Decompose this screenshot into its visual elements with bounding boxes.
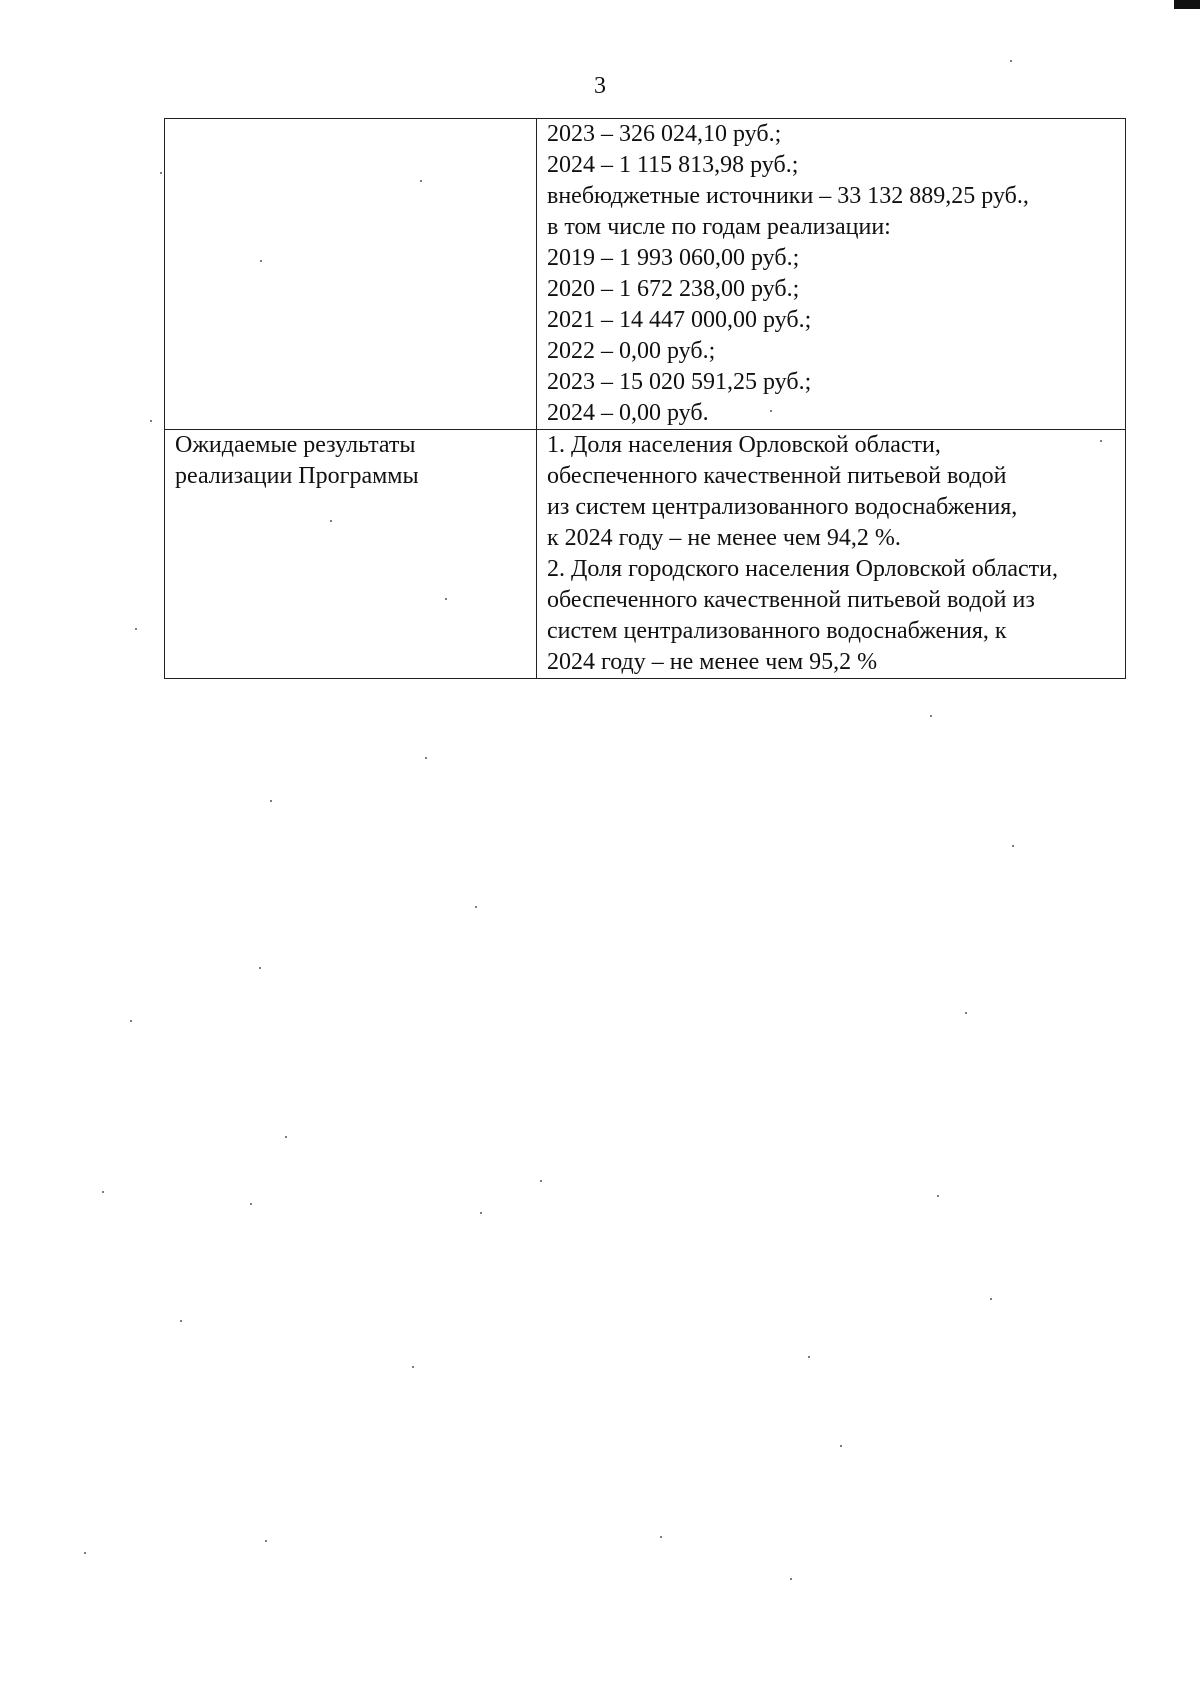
scan-speck <box>260 260 262 262</box>
funding-line: 2023 – 326 024,10 руб.; <box>547 121 782 147</box>
table-cell-funding-values <box>537 119 1126 430</box>
scan-speck <box>990 1298 992 1300</box>
scan-speck <box>475 906 477 908</box>
scan-speck <box>265 1540 267 1542</box>
scan-speck <box>330 520 332 522</box>
funding-line: 2020 – 1 672 238,00 руб.; <box>547 276 800 302</box>
results-line: обеспеченного качественной питьевой водой из <box>547 587 1035 613</box>
funding-line: 2024 – 1 115 813,98 руб.; <box>547 152 799 178</box>
funding-line: в том числе по годам реализации: <box>547 214 891 240</box>
scan-speck <box>937 1195 939 1197</box>
scan-speck <box>285 1136 287 1138</box>
scan-speck <box>160 172 162 174</box>
page-number: 3 <box>594 73 606 99</box>
scan-speck <box>808 1356 810 1358</box>
scan-speck <box>135 628 137 630</box>
scan-speck <box>259 967 261 969</box>
scan-speck <box>480 1212 482 1214</box>
scan-speck <box>412 1366 414 1368</box>
results-line: к 2024 году – не менее чем 94,2 %. <box>547 525 901 551</box>
results-line: 2024 году – не менее чем 95,2 % <box>547 649 878 675</box>
funding-line: внебюджетные источники – 33 132 889,25 руб., <box>547 183 1029 209</box>
scan-speck <box>790 1578 792 1580</box>
results-line: 2. Доля городского населения Орловской области, <box>547 556 1058 582</box>
funding-line: 2023 – 15 020 591,25 руб.; <box>547 369 812 395</box>
scan-speck <box>270 800 272 802</box>
scan-speck <box>1100 440 1102 442</box>
table-cell-results-values <box>537 430 1126 679</box>
scan-speck <box>840 1445 842 1447</box>
results-line: систем централизованного водоснабжения, к <box>547 618 1007 644</box>
funding-line: 2019 – 1 993 060,00 руб.; <box>547 245 800 271</box>
scan-speck <box>180 1320 182 1322</box>
results-line: из систем централизованного водоснабжения, <box>547 494 1018 520</box>
scan-speck <box>1012 845 1014 847</box>
table-cell-results-label <box>165 430 537 679</box>
scan-speck <box>425 757 427 759</box>
scan-speck <box>150 420 152 422</box>
scan-speck <box>660 1536 662 1538</box>
table-cell-label-empty <box>165 119 537 430</box>
scan-speck <box>102 1191 104 1193</box>
table-row-funding <box>165 119 1126 430</box>
results-label-line: Ожидаемые результаты <box>175 432 416 458</box>
scan-speck <box>420 180 422 182</box>
scan-corner-mark <box>1174 0 1200 9</box>
results-line: 1. Доля населения Орловской области, <box>547 432 941 458</box>
scan-speck <box>930 715 932 717</box>
scan-speck <box>770 410 772 412</box>
scan-speck <box>130 1020 132 1022</box>
table-row-expected-results <box>165 430 1126 679</box>
funding-line: 2024 – 0,00 руб. <box>547 400 709 426</box>
scan-speck <box>540 1180 542 1182</box>
scan-speck <box>445 598 447 600</box>
scan-speck <box>250 1203 252 1205</box>
scan-speck <box>1010 60 1012 62</box>
funding-line: 2021 – 14 447 000,00 руб.; <box>547 307 812 333</box>
program-passport-table <box>164 118 1126 679</box>
funding-line: 2022 – 0,00 руб.; <box>547 338 716 364</box>
results-line: обеспеченного качественной питьевой водой <box>547 463 1007 489</box>
scan-speck <box>84 1552 86 1554</box>
scan-speck <box>965 1012 967 1014</box>
results-label-line: реализации Программы <box>175 463 419 489</box>
